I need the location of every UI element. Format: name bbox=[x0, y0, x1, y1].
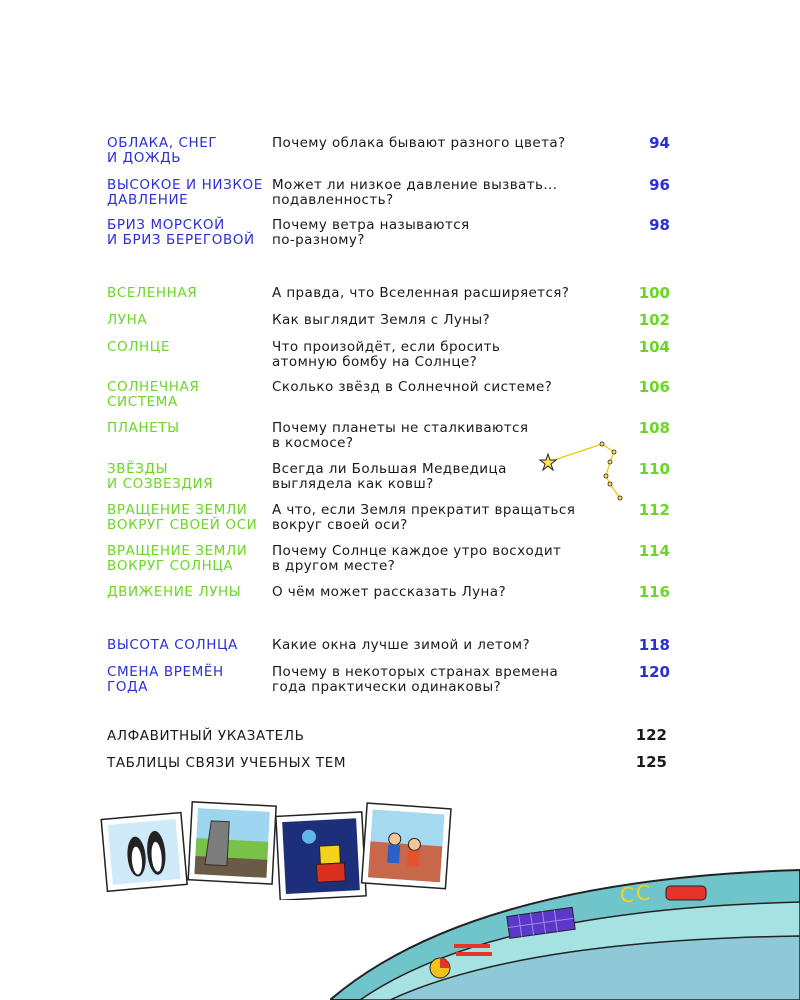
toc-question: О чём может рассказать Луна? bbox=[272, 584, 507, 600]
index-link[interactable] bbox=[107, 728, 667, 748]
toc-row[interactable] bbox=[0, 340, 800, 380]
toc-page-number: 102 bbox=[638, 311, 670, 329]
toc-topic: СОЛНЕЧНАЯ СИСТЕМА bbox=[107, 379, 200, 410]
toc-topic: ПЛАНЕТЫ bbox=[107, 420, 180, 436]
toc-row[interactable] bbox=[0, 136, 800, 176]
toc-page-number: 114 bbox=[638, 542, 670, 560]
toc-question: Почему в некоторых странах времена года практически одинаковы? bbox=[272, 664, 559, 695]
toc-row[interactable] bbox=[0, 544, 800, 584]
toc-page-number: 104 bbox=[638, 338, 670, 356]
toc-topic: БРИЗ МОРСКОЙ И БРИЗ БЕРЕГОВОЙ bbox=[107, 217, 255, 248]
toc-topic: ВРАЩЕНИЕ ЗЕМЛИ ВОКРУГ СОЛНЦА bbox=[107, 543, 248, 574]
svg-text:C: C bbox=[636, 881, 650, 905]
toc-page-number: 94 bbox=[649, 134, 670, 152]
toc-page-number: 120 bbox=[638, 663, 670, 681]
toc-topic: СОЛНЦЕ bbox=[107, 339, 170, 355]
moai-statue-photo bbox=[188, 802, 276, 884]
toc-question: Почему облака бывают разного цвета? bbox=[272, 135, 566, 151]
toc-question: Что произойдёт, если бросить атомную бомбу на Солнце? bbox=[272, 339, 501, 370]
toc-page-number: 112 bbox=[638, 501, 670, 519]
toc-row[interactable] bbox=[0, 462, 800, 502]
toc-question: Всегда ли Большая Медведица выглядела как ковш? bbox=[272, 461, 507, 492]
toc-row[interactable] bbox=[0, 503, 800, 543]
toc-topic: СМЕНА ВРЕМЁН ГОДА bbox=[107, 664, 224, 695]
tables-page-number: 125 bbox=[635, 753, 667, 771]
toc-row[interactable] bbox=[0, 178, 800, 218]
toc-question: А правда, что Вселенная расширяется? bbox=[272, 285, 570, 301]
toc-page-number: 110 bbox=[638, 460, 670, 478]
toc-row[interactable] bbox=[0, 380, 800, 420]
spaceship-console bbox=[330, 850, 800, 1000]
toc-question: Почему Солнце каждое утро восходит в другом месте? bbox=[272, 543, 562, 574]
toc-page-number: 100 bbox=[638, 284, 670, 302]
toc-question: Почему планеты не сталкиваются в космосе? bbox=[272, 420, 529, 451]
toc-page-number: 108 bbox=[638, 419, 670, 437]
svg-text:C: C bbox=[620, 883, 634, 907]
toc-question: Какие окна лучше зимой и летом? bbox=[272, 637, 531, 653]
toc-page-number: 106 bbox=[638, 378, 670, 396]
index-label: АЛФАВИТНЫЙ УКАЗАТЕЛЬ bbox=[107, 728, 305, 744]
toc-question: Как выглядит Земля с Луны? bbox=[272, 312, 491, 328]
toc-topic: ОБЛАКА, СНЕГ И ДОЖДЬ bbox=[107, 135, 218, 166]
toc-topic: ВЫСОТА СОЛНЦА bbox=[107, 637, 238, 653]
toc-page-number: 118 bbox=[638, 636, 670, 654]
toc-question: Сколько звёзд в Солнечной системе? bbox=[272, 379, 553, 395]
toc-topic: ВРАЩЕНИЕ ЗЕМЛИ ВОКРУГ СВОЕЙ ОСИ bbox=[107, 502, 258, 533]
toc-row[interactable] bbox=[0, 218, 800, 258]
toc-row[interactable] bbox=[0, 665, 800, 705]
toc-topic: ЗВЁЗДЫ И СОЗВЕЗДИЯ bbox=[107, 461, 214, 492]
toc-page-number: 98 bbox=[649, 216, 670, 234]
toc-question: А что, если Земля прекратит вращаться вокруг своей оси? bbox=[272, 502, 576, 533]
tables-link[interactable] bbox=[107, 755, 667, 775]
toc-row[interactable] bbox=[0, 421, 800, 461]
toc-topic: ДВИЖЕНИЕ ЛУНЫ bbox=[107, 584, 242, 600]
toc-page-number: 116 bbox=[638, 583, 670, 601]
toc-page-number: 96 bbox=[649, 176, 670, 194]
toc-topic: ВЫСОКОЕ И НИЗКОЕ ДАВЛЕНИЕ bbox=[107, 177, 263, 208]
toc-question: Может ли низкое давление вызвать... подавленность? bbox=[272, 177, 558, 208]
toc-topic: ВСЕЛЕННАЯ bbox=[107, 285, 198, 301]
constellation-icon bbox=[536, 432, 636, 512]
index-page-number: 122 bbox=[635, 726, 667, 744]
penguins-photo bbox=[101, 813, 187, 892]
tables-label: ТАБЛИЦЫ СВЯЗИ УЧЕБНЫХ ТЕМ bbox=[107, 755, 347, 771]
toc-topic: ЛУНА bbox=[107, 312, 148, 328]
toc-row[interactable] bbox=[0, 585, 800, 625]
toc-question: Почему ветра называются по-разному? bbox=[272, 217, 470, 248]
